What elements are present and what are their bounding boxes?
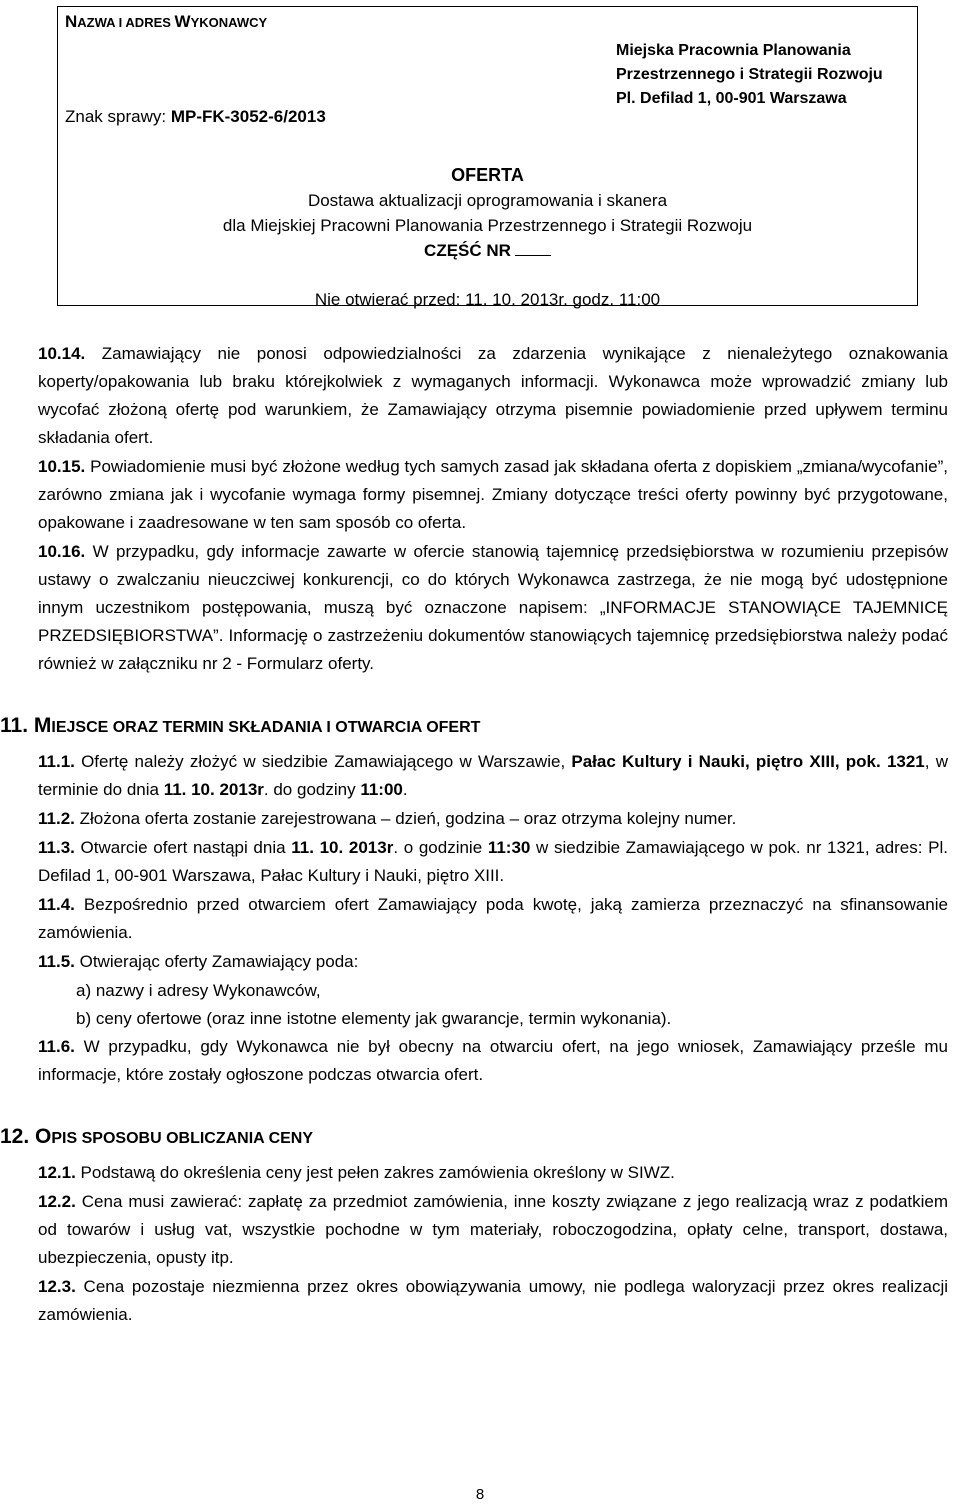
heading-letter: N <box>65 12 78 31</box>
offer-subject-line: Dostawa aktualizacji oprogramowania i skanera <box>307 191 668 210</box>
paragraph-number: 11.2. <box>38 809 75 828</box>
paragraph-text: Ofertę należy złożyć w siedzibie Zamawiającego w Warszawie, <box>74 752 572 771</box>
paragraph-text-bold: 11. 10. 2013r <box>291 838 394 857</box>
paragraph-11-3 <box>38 834 948 890</box>
paragraph-text-bold: 11:30 <box>487 838 531 857</box>
paragraph-11-6 <box>38 1033 948 1089</box>
part-number-blank <box>515 241 551 256</box>
contractor-header-box <box>57 6 918 309</box>
paragraph-text: W przypadku, gdy Wykonawca nie był obecny na otwarciu ofert, na jego wniosek, Zamawiający prześle mu informacje, które zostały ogłoszone podczas otwarcia ofert. <box>38 1037 948 1084</box>
paragraph-number: 12.1. <box>38 1163 76 1182</box>
section-12-heading <box>0 1123 948 1153</box>
paragraph-number: 11.6. <box>38 1037 75 1056</box>
page-number: 8 <box>475 1486 485 1503</box>
address-line: Miejska Pracownia Planowania <box>616 42 851 59</box>
paragraph-text: Podstawą do określenia ceny jest pełen zakres zamówienia określony w SIWZ. <box>75 1163 675 1182</box>
paragraph-text-bold: 11. 10. 2013r <box>163 780 264 799</box>
paragraph-12-1 <box>38 1159 948 1187</box>
paragraph-10-14 <box>38 340 948 452</box>
paragraph-text: Powiadomienie musi być złożone według tych samych zasad jak składana oferta z dopiskiem „zmiana/wycofanie”, zarówno zmiana jak i wycofanie wymaga formy pisemnej. Zmiany dotyczące treści oferty powinny być przygotowane, opakowane i zaadresowane w ten sam sposób co oferta. <box>38 457 948 532</box>
paragraph-text: . <box>402 780 408 799</box>
list-item: b) ceny ofertowe (oraz inne istotne elementy jak gwarancje, termin wykonania). <box>76 1009 672 1028</box>
heading-part: YKONAWCY <box>190 15 268 30</box>
part-number-line <box>58 238 917 263</box>
section-letter: M <box>33 714 52 737</box>
part-label: CZĘŚĆ NR <box>424 241 511 260</box>
paragraph-text: Zamawiający nie ponosi odpowiedzialności za zdarzenia wynikające z nienależytego oznakowania koperty/opakowania lub braku którejkolwiek z wymaganych informacji. Wykonawca może wprowadzić zmiany lub wycofać złożoną ofertę pod warunkiem, że Zamawiający otrzyma pisemnie powiadomienie przed upływem terminu składania ofert. <box>38 344 948 447</box>
paragraph-number: 11.3. <box>38 838 75 857</box>
paragraph-text: . do godziny <box>263 780 361 799</box>
offer-block <box>58 163 917 263</box>
paragraph-11-4 <box>38 891 948 947</box>
section-number: 11. <box>0 714 34 737</box>
do-not-open-notice: Nie otwierać przed: 11. 10. 2013r. godz. 11:00 <box>314 290 661 309</box>
address-line: Pl. Defilad 1, 00-901 Warszawa <box>616 90 847 107</box>
case-value: MP-FK-3052-6/2013 <box>170 107 326 126</box>
paragraph-text: . o godzinie <box>393 838 488 857</box>
paragraph-number: 12.2. <box>38 1192 76 1211</box>
paragraph-number: 10.14. <box>38 344 86 363</box>
paragraph-text: Otwierając oferty Zamawiający poda: <box>74 952 359 971</box>
case-label: Znak sprawy: <box>65 107 171 126</box>
paragraph-11-1 <box>38 748 948 804</box>
paragraph-text: w siedzibie Zamawiającego w pok. nr 1321, adres: Pl. Defilad 1, 00-901 Warszawa, Pałac Kultury i Nauki, piętro XIII. <box>38 838 948 885</box>
heading-letter: W <box>174 12 191 31</box>
paragraph-text: Złożona oferta zostanie zarejestrowana – dzień, godzina – oraz otrzyma kolejny numer. <box>74 809 737 828</box>
paragraph-text: W przypadku, gdy informacje zawarte w ofercie stanowią tajemnicę przedsiębiorstwa w rozumieniu przepisów ustawy o zwalczaniu nieuczciwej konkurencji, co do których Wykonawca zastrzega, że nie mogą być udostępnione innym uczestnikom postępowania, muszą być oznaczone napisem: „INFORMACJE STANOWIĄCE TAJEMNICĘ PRZEDSIĘBIORSTWA”. Informację o zastrzeżeniu dokumentów stanowiących tajemnicę przedsiębiorstwa należy podać również w załączniku nr 2 - Formularz oferty. <box>38 542 948 673</box>
recipient-address <box>616 39 883 111</box>
list-item: a) nazwy i adresy Wykonawców, <box>76 981 321 1000</box>
paragraph-text: Cena pozostaje niezmienna przez okres obowiązywania umowy, nie podlega waloryzacji przez okres realizacji zamówienia. <box>38 1277 948 1324</box>
section-letter: O <box>35 1125 52 1148</box>
paragraph-11-5 <box>38 948 948 976</box>
section-title: IEJSCE ORAZ TERMIN SKŁADANIA I OTWARCIA OFERT <box>51 719 481 736</box>
paragraph-text: Bezpośrednio przed otwarciem ofert Zamawiający poda kwotę, jaką zamierza przeznaczyć na sfinansowanie zamówienia. <box>38 895 948 942</box>
paragraph-10-15 <box>38 453 948 537</box>
offer-title: OFERTA <box>451 165 524 185</box>
paragraph-text: , w terminie do dnia <box>38 752 948 799</box>
document-body <box>0 340 948 1330</box>
section-title: PIS SPOSOBU OBLICZANIA CENY <box>51 1130 314 1147</box>
address-line: Przestrzennego i Strategii Rozwoju <box>616 66 883 83</box>
case-number <box>65 107 326 127</box>
paragraph-text-bold: Pałac Kultury i Nauki, piętro XIII, pok. 1321 <box>571 752 925 771</box>
paragraph-number: 11.1. <box>38 752 75 771</box>
paragraph-number: 11.5. <box>38 952 75 971</box>
paragraph-number: 11.4. <box>38 895 75 914</box>
paragraph-12-2 <box>38 1188 948 1272</box>
paragraph-12-3 <box>38 1273 948 1329</box>
paragraph-number: 12.3. <box>38 1277 76 1296</box>
paragraph-11-2 <box>38 805 948 833</box>
paragraph-number: 10.15. <box>38 457 86 476</box>
contractor-name-heading <box>65 12 267 32</box>
section-11-heading <box>0 712 948 742</box>
heading-part: AZWA I ADRES <box>77 15 175 30</box>
paragraph-text: Otwarcie ofert nastąpi dnia <box>74 838 292 857</box>
paragraph-10-16 <box>38 538 948 678</box>
offer-subject-line: dla Miejskiej Pracowni Planowania Przestrzennego i Strategii Rozwoju <box>222 216 753 235</box>
paragraph-text: Cena musi zawierać: zapłatę za przedmiot zamówienia, inne koszty związane z jego realizacją wraz z podatkiem od towarów i usług vat, wszystkie pochodne w tym materiały, roboczogodzina, opłaty celne, transport, dostawa, ubezpieczenia, opusty itp. <box>38 1192 948 1267</box>
paragraph-number: 10.16. <box>38 542 86 561</box>
paragraph-text-bold: 11:00 <box>360 780 403 799</box>
section-number: 12. <box>0 1125 36 1148</box>
